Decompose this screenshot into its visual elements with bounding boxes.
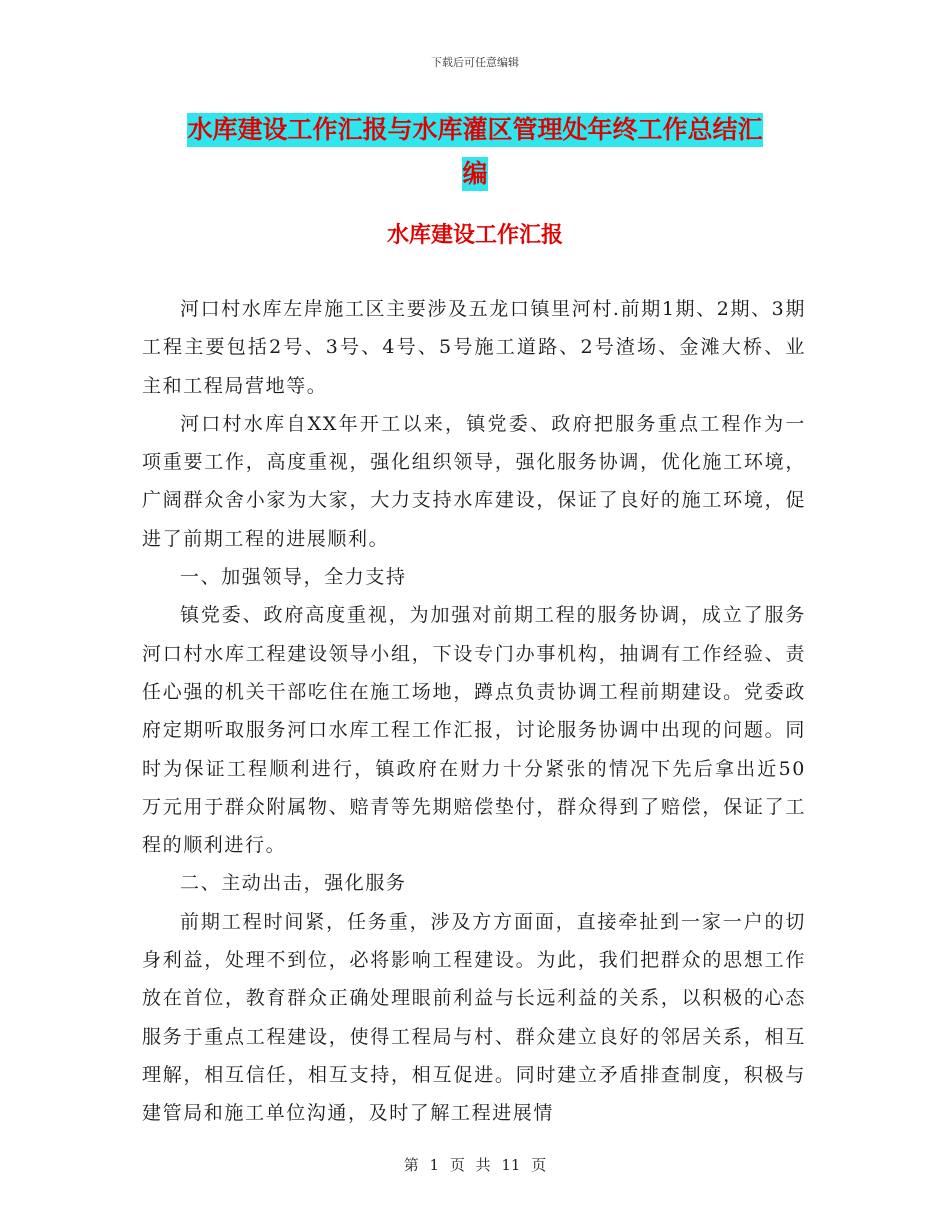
page-footer: 第 1 页 共 11 页 bbox=[403, 1156, 547, 1174]
heading-proactive-service: 二、主动出击，强化服务 bbox=[180, 872, 407, 895]
section-title: 水库建设工作汇报 bbox=[386, 223, 563, 248]
paragraph-service: 前期工程时间紧，任务重，涉及方方面面，直接牵扯到一家一户的切身利益，处理不到位，必将影响工程建设。为此，我们把群众的思想工作放在首位，教育群众正确处理眼前利益与长远利益的关系，以积极的心态服务于重点工程建设，使得工程局与村、群众建立良好的邻居关系，相互理解，相互信任，相互支持，相互促进。同时建立矛盾排查制度，积极与建管局和施工单位沟通，及时了解工程进展情 bbox=[142, 910, 806, 1125]
page-header-note: 下载后可任意编辑 bbox=[431, 56, 519, 69]
paragraph-leadership: 镇党委、政府高度重视，为加强对前期工程的服务协调，成立了服务河口村水库工程建设领导小组，下设专门办事机构，抽调有工作经验、责任心强的机关干部吃住在施工场地，蹲点负责协调工程前期建设。党委政府定期听取服务河口水库工程工作汇报，讨论服务协调中出现的问题。同时为保证工程顺利进行，镇政府在财力十分紧张的情况下先后拿出近50万元用于群众附属物、赔青等先期赔偿垫付，群众得到了赔偿，保证了工程的顺利进行。 bbox=[142, 604, 806, 857]
document-body bbox=[142, 290, 806, 1133]
document-title bbox=[0, 108, 950, 196]
paragraph-overview: 河口村水库自XX年开工以来，镇党委、政府把服务重点工程作为一项重要工作，高度重视，强化组织领导，强化服务协调，优化施工环境，广阔群众舍小家为大家，大力支持水库建设，保证了良好的施工环境，促进了前期工程的进展顺利。 bbox=[142, 412, 806, 550]
document-title-line-1: 水库建设工作汇报与水库灌区管理处年终工作总结汇 bbox=[187, 113, 762, 147]
document-title-line-2: 编 bbox=[462, 157, 487, 191]
paragraph-intro: 河口村水库左岸施工区主要涉及五龙口镇里河村.前期1期、2期、3期工程主要包括2号、3号、4号、5号施工道路、2号渣场、金滩大桥、业主和工程局营地等。 bbox=[142, 298, 806, 397]
heading-strengthen-leadership: 一、加强领导，全力支持 bbox=[180, 566, 407, 589]
